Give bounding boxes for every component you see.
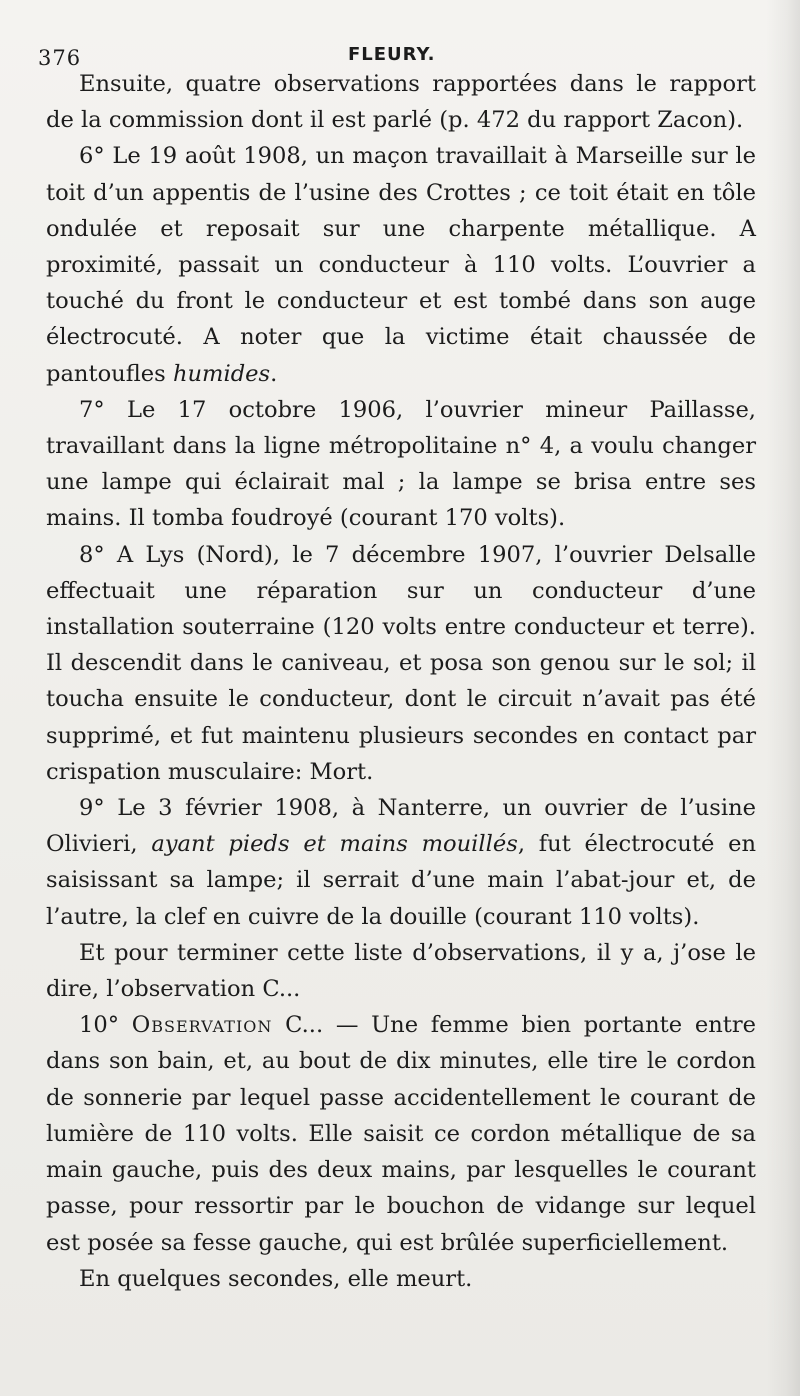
- paragraph: [46, 935, 756, 1007]
- small-caps-text: Observation: [131, 1012, 273, 1039]
- page-number: 376: [38, 46, 82, 70]
- text-run: 6° Le 19 août 1908, un maçon travaillait à Marseille sur le toit d’un appentis de l’usine des Crottes ; ce toit était en tôle ondulée et reposait sur une charpente métallique. A proximité, passait un conducteur à 110 volts. L’ouvrier a touché du front le conducteur et est tombé dans son auge électrocuté. A noter que la victime était chaussée de pantoufles: [46, 143, 756, 387]
- paragraph: [46, 1261, 756, 1297]
- text-run: Et pour terminer cette liste d’observations, il y a, j’ose le dire, l’observation C...: [46, 939, 756, 1003]
- italic-text: humides: [172, 360, 271, 387]
- text-run: 9° Le 3 février 1908, à Nanterre, un ouvrier de l’usine Olivieri,: [46, 795, 756, 858]
- paragraph: [46, 790, 756, 935]
- text-run: En quelques secondes, elle meurt.: [79, 1265, 473, 1292]
- page-header: [38, 30, 756, 82]
- paragraph: [46, 1007, 756, 1260]
- text-run: 8° A Lys (Nord), le 7 décembre 1907, l’ouvrier Delsalle effectuait une réparation sur un conducteur d’une installation souterraine (120 volts entre conducteur et terre). Il descendit dans le caniveau, et posa son genou sur le sol; il toucha ensuite le conducteur, dont le circuit n’avait pas été supprimé, et fut maintenu plusieurs secondes en contact par crispation musculaire: Mort.: [46, 541, 756, 785]
- paragraph: [46, 392, 756, 537]
- text-run: , fut électrocuté en saisissant sa lampe; il serrait d’une main l’abat-jour et, de l’autre, la clef en cuivre de la douille (courant 110 volts).: [46, 831, 757, 930]
- italic-text: ayant pieds et mains mouillés: [151, 831, 518, 858]
- paragraph: [46, 537, 756, 790]
- text-run: 10°: [79, 1012, 132, 1039]
- text-run: .: [270, 360, 278, 387]
- running-head: FLEURY.: [348, 44, 436, 65]
- text-run: 7° Le 17 octobre 1906, l’ouvrier mineur Paillasse, travaillant dans la ligne métropolitaine n° 4, a voulu changer une lampe qui éclairait mal ; la lampe se brisa entre ses mains. Il tomba foudroyé (courant 170 volts).: [46, 396, 756, 532]
- text-run: Ensuite, quatre observations rapportées dans le rapport de la commission dont il est parlé (p. 472 du rapport Zacon).: [46, 71, 756, 134]
- text-run: C... — Une femme bien portante entre dans son bain, et, au bout de dix minutes, elle tire le cordon de sonnerie par lequel passe accidentellement le courant de lumière de 110 volts. Elle saisit ce cordon métallique de sa main gauche, puis des deux mains, par lesquelles le courant passe, pour ressortir par le bouchon de vidange sur lequel est posée sa fesse gauche, qui est brûlée superficiellement.: [46, 1012, 757, 1256]
- paragraph: [46, 138, 756, 391]
- body-text: [46, 66, 756, 1297]
